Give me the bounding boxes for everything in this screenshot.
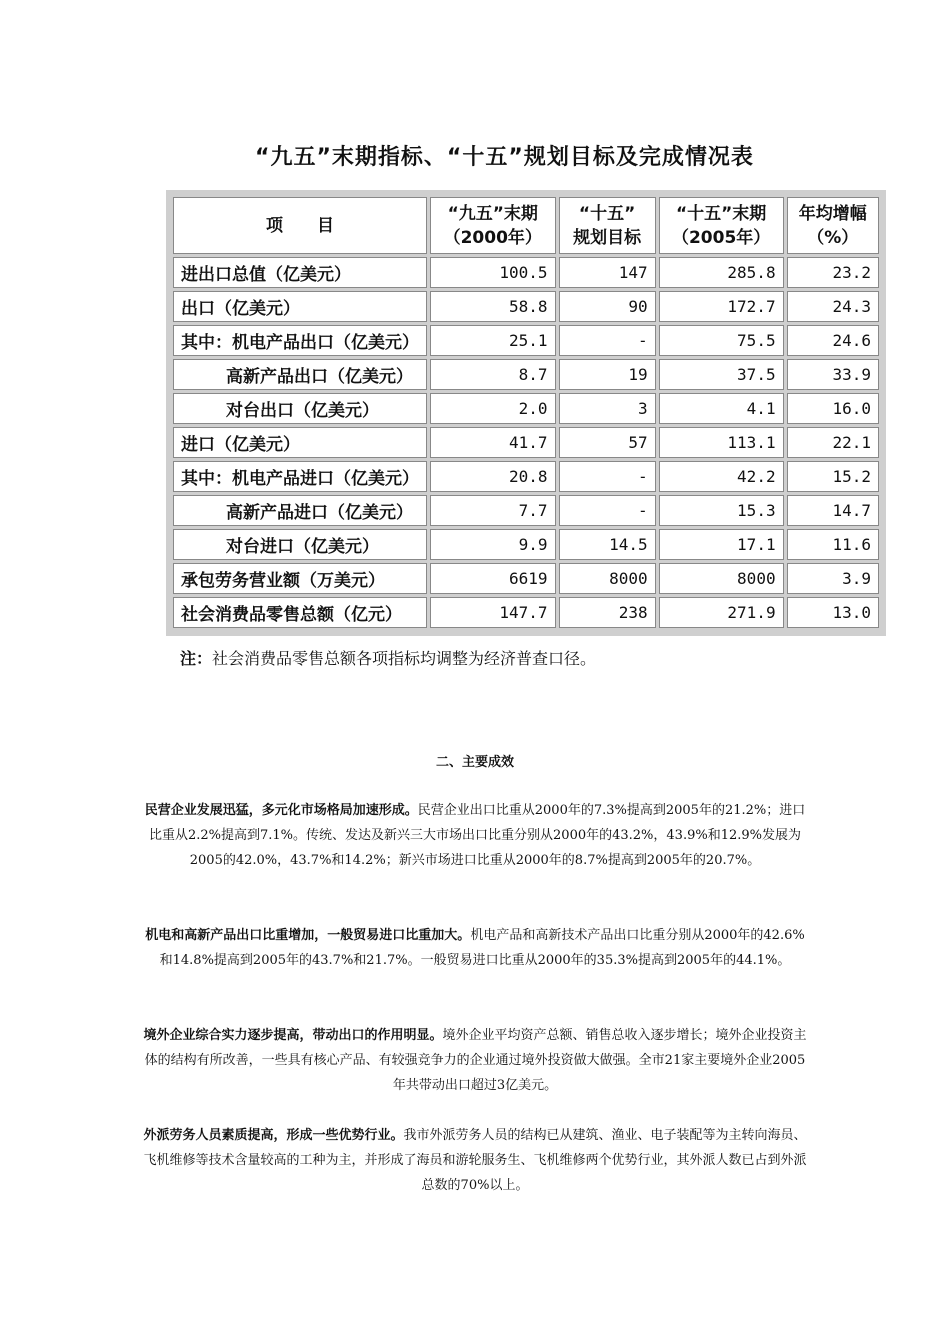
cell-growth: 11.6: [787, 529, 879, 560]
row-item: 其中：机电产品进口（亿美元）: [173, 461, 427, 492]
paragraph: [140, 798, 810, 873]
cell-plan: 57: [559, 427, 656, 458]
cell-plan: 19: [559, 359, 656, 390]
cell-2000: 41.7: [430, 427, 556, 458]
paragraph-body: 我市外派劳务人员的结构已从建筑、渔业、电子装配等为主转向海员、飞机维修等技术含量较高的工种为主，并形成了海员和游轮服务生、飞机维修两个优势行业，其外派人数已占到外派总数的70%以上。: [143, 1128, 807, 1193]
table-row: [173, 597, 879, 628]
row-item: 其中：机电产品出口（亿美元）: [173, 325, 427, 356]
cell-growth: 33.9: [787, 359, 879, 390]
cell-growth: 24.3: [787, 291, 879, 322]
cell-2005: 4.1: [659, 393, 784, 424]
paragraph: [140, 923, 810, 973]
cell-growth: 16.0: [787, 393, 879, 424]
row-item: 对台出口（亿美元）: [173, 393, 427, 424]
cell-2000: 58.8: [430, 291, 556, 322]
paragraph-lead: 境外企业综合实力逐步提高，带动出口的作用明显。: [143, 1028, 443, 1043]
cell-2005: 285.8: [659, 257, 784, 288]
table-row: [173, 563, 879, 594]
paragraph-body: 境外企业平均资产总额、销售总收入逐步增长；境外企业投资主体的结构有所改善，一些具有核心产品、有较强竞争力的企业通过境外投资做大做强。全市21家主要境外企业2005年共带动出口超过3亿美元。: [144, 1028, 807, 1093]
header-item: 项 目: [173, 197, 427, 254]
cell-2000: 100.5: [430, 257, 556, 288]
table-row: [173, 427, 879, 458]
cell-2005: 37.5: [659, 359, 784, 390]
header-growth: 年均增幅 （%）: [787, 197, 879, 254]
cell-2000: 8.7: [430, 359, 556, 390]
cell-growth: 24.6: [787, 325, 879, 356]
row-item: 高新产品出口（亿美元）: [173, 359, 427, 390]
header-2000: “九五”末期 （2000年）: [430, 197, 556, 254]
paragraph: [140, 1123, 810, 1198]
paragraph-lead: 外派劳务人员素质提高，形成一些优势行业。: [143, 1128, 404, 1143]
cell-2005: 8000: [659, 563, 784, 594]
cell-2005: 113.1: [659, 427, 784, 458]
cell-growth: 14.7: [787, 495, 879, 526]
cell-2005: 75.5: [659, 325, 784, 356]
cell-plan: -: [559, 495, 656, 526]
cell-2005: 172.7: [659, 291, 784, 322]
note-label: 注：: [180, 649, 213, 668]
row-item: 承包劳务营业额（万美元）: [173, 563, 427, 594]
table-row: [173, 461, 879, 492]
table-row: [173, 291, 879, 322]
paragraph-lead: 机电和高新产品出口比重增加，一般贸易进口比重加大。: [145, 928, 471, 943]
table-row: [173, 529, 879, 560]
row-item: 出口（亿美元）: [173, 291, 427, 322]
paragraph-lead: 民营企业发展迅猛，多元化市场格局加速形成。: [144, 803, 418, 818]
cell-2005: 271.9: [659, 597, 784, 628]
cell-growth: 22.1: [787, 427, 879, 458]
table-row: [173, 393, 879, 424]
indicator-table-frame: [166, 190, 886, 636]
cell-2005: 42.2: [659, 461, 784, 492]
indicator-table: [170, 194, 882, 631]
header-2005: “十五”末期 （2005年）: [659, 197, 784, 254]
cell-2005: 15.3: [659, 495, 784, 526]
paragraph: [140, 1023, 810, 1098]
cell-2000: 20.8: [430, 461, 556, 492]
cell-growth: 13.0: [787, 597, 879, 628]
cell-plan: -: [559, 325, 656, 356]
cell-growth: 3.9: [787, 563, 879, 594]
cell-2000: 147.7: [430, 597, 556, 628]
cell-2000: 7.7: [430, 495, 556, 526]
row-item: 社会消费品零售总额（亿元）: [173, 597, 427, 628]
table-header-row: [173, 197, 879, 254]
paragraph-body: 民营企业出口比重从2000年的7.3%提高到2005年的21.2%；进口比重从2.2%提高到7.1%。传统、发达及新兴三大市场出口比重分别从2000年的43.2%，43.9%和12.9%发展为2005的42.0%，43.7%和14.2%；新兴市场进口比重从2000年的8.7%提高到2005年的20.7%。: [148, 803, 806, 868]
cell-plan: 147: [559, 257, 656, 288]
section-title: 二、主要成效: [435, 755, 514, 770]
table-row: [173, 257, 879, 288]
note-text: 社会消费品零售总额各项指标均调整为经济普查口径。: [212, 649, 597, 668]
cell-plan: 3: [559, 393, 656, 424]
paragraph-body: 机电产品和高新技术产品出口比重分别从2000年的42.6%和14.8%提高到2005年的43.7%和21.7%。一般贸易进口比重从2000年的35.3%提高到2005年的44.1%。: [159, 928, 805, 968]
cell-2000: 9.9: [430, 529, 556, 560]
cell-plan: 238: [559, 597, 656, 628]
row-item: 进口（亿美元）: [173, 427, 427, 458]
row-item: 高新产品进口（亿美元）: [173, 495, 427, 526]
cell-growth: 23.2: [787, 257, 879, 288]
table-row: [173, 325, 879, 356]
table-row: [173, 359, 879, 390]
cell-2005: 17.1: [659, 529, 784, 560]
row-item: 对台进口（亿美元）: [173, 529, 427, 560]
cell-2000: 25.1: [430, 325, 556, 356]
cell-plan: 90: [559, 291, 656, 322]
table-row: [173, 495, 879, 526]
header-plan: “十五” 规划目标: [559, 197, 656, 254]
cell-plan: -: [559, 461, 656, 492]
table-note: [180, 646, 596, 669]
row-item: 进出口总值（亿美元）: [173, 257, 427, 288]
table-title: “九五”末期指标、“十五”规划目标及完成情况表: [255, 145, 754, 170]
cell-2000: 2.0: [430, 393, 556, 424]
cell-2000: 6619: [430, 563, 556, 594]
cell-growth: 15.2: [787, 461, 879, 492]
cell-plan: 14.5: [559, 529, 656, 560]
cell-plan: 8000: [559, 563, 656, 594]
